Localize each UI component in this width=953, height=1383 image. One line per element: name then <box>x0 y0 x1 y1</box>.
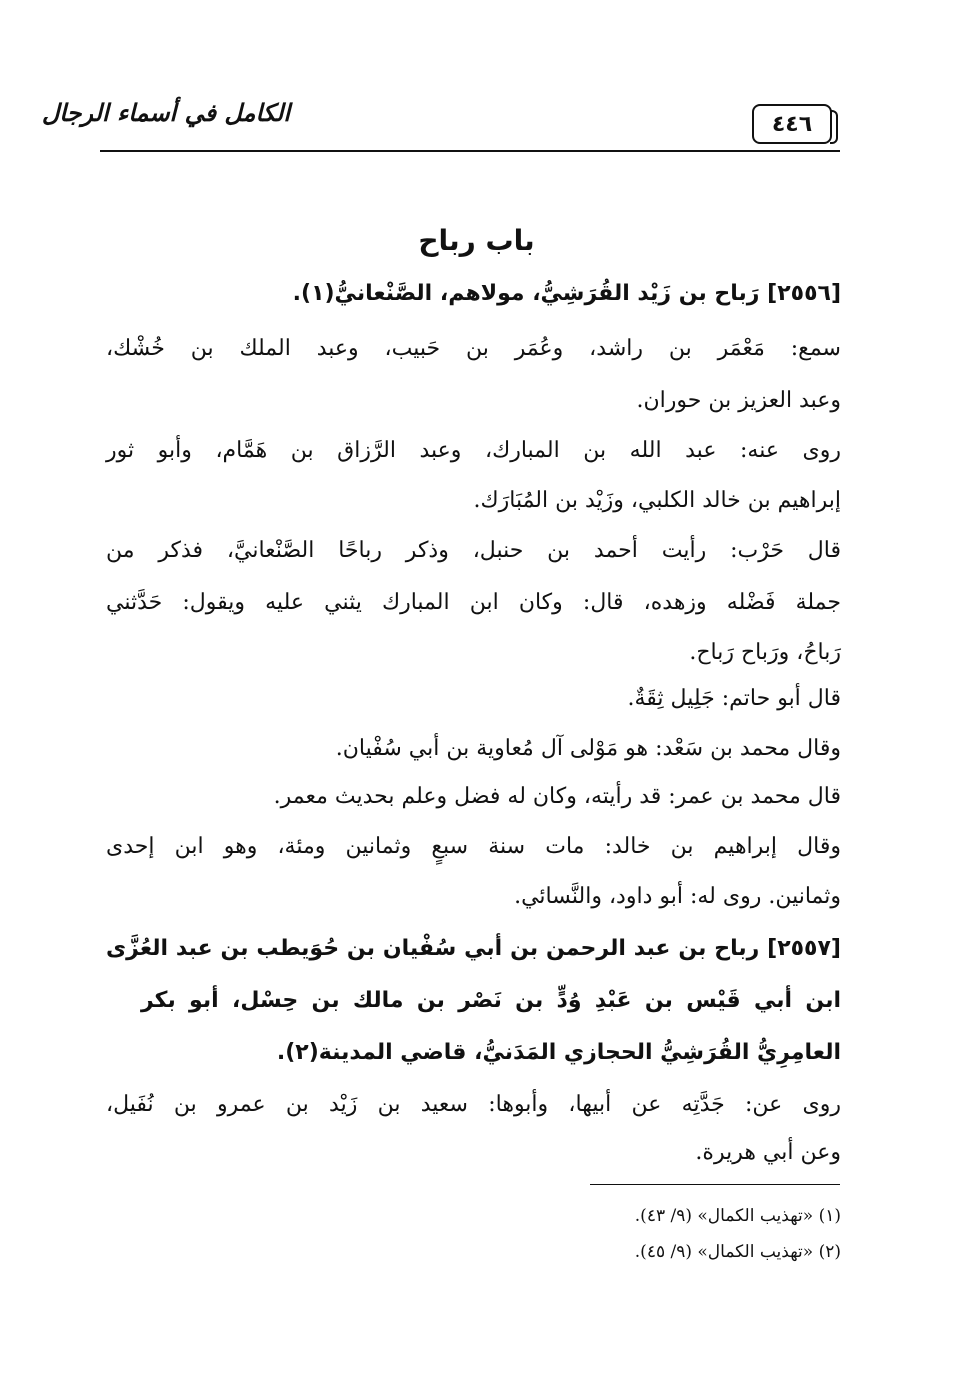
chapter-title: باب رباح <box>418 224 535 257</box>
text-line: جملة فَضْله وزهده، قال: وكان ابن المبارك يثني عليه ويقول: حَدَّثني <box>106 590 841 615</box>
header-divider <box>100 150 840 152</box>
text-line: روى عن: جَدَّتِه عن أبيها، وأبوها: سعيد بن زَيْد بن عمرو بن نُفَيل، <box>106 1092 841 1117</box>
footnote: (٢) «تهذيب الكمال» (٩/ ٤٥). <box>634 1242 841 1262</box>
running-title: الكامل في أسماء الرجال <box>41 98 290 127</box>
text-line: قال حَرْب: رأيت أحمد بن حنبل، وذكر رباحًا الصَّنْعانيَّ، فذكر من <box>106 538 841 563</box>
entry-heading-2557 <box>106 936 841 962</box>
entry-number: [٢٥٥٦] <box>767 281 841 306</box>
text-line: وقال إبراهيم بن خالد: مات سنة سبعٍ وثمانين ومئة، وهو ابن إحدى <box>106 834 841 859</box>
text-line: إبراهيم بن خالد الكلبي، وزَيْد بن المُبَارَك. <box>473 488 841 513</box>
text-line: وعبد العزيز بن حوران. <box>636 388 841 413</box>
text-line: وثمانين. روى له: أبو داود، والنَّسائي. <box>514 884 841 909</box>
text-line: قال أبو حاتم: جَلِيل ثِقَةٌ. <box>627 686 841 711</box>
text-line: روى عنه: عبد الله بن المبارك، وعبد الرَّزاق بن هَمَّام، وأبو ثور <box>106 438 841 463</box>
text-line: قال محمد بن عمر: قد رأيته، وكان له فضل وعلم بحديث معمر. <box>273 784 841 809</box>
text-line: رَباحُ، ورَباح رَباح. <box>689 640 841 665</box>
entry-heading-line: ابن أبي قَيْس بن عَبْدِ وُدٍّ بن نَصْر بن مالك بن حِسْل، أبو بكر <box>141 988 841 1013</box>
footnote: (١) «تهذيب الكمال» (٩/ ٤٣). <box>634 1206 841 1226</box>
entry-heading-line: العامِرِيُّ القُرَشِيُّ الحجازي المَدَنيُّ، قاضي المدينة(٢). <box>276 1040 841 1065</box>
text-line: وقال محمد بن سَعْد: هو مَوْلى آل مُعاوية بن أبي سُفْيان. <box>335 736 841 761</box>
entry-title: رباح بن عبد الرحمن بن أبي سُفْيان بن حُوَيطب بن عبد العُزَّى <box>106 936 760 961</box>
footnote-divider <box>590 1184 840 1185</box>
text-line: وعن أبي هريرة. <box>695 1140 841 1165</box>
text-line: سمع: مَعْمَر بن راشد، وعُمَر بن حَبيب، وعبد الملك بن خُشْك، <box>106 336 841 361</box>
entry-number: [٢٥٥٧] <box>767 936 841 961</box>
entry-title: رَباح بن زَيْد القُرَشِيُّ، مولاهم، الصَّنْعانيُّ(١). <box>292 281 760 306</box>
entry-heading-2556 <box>106 281 841 307</box>
page-number: ٤٤٦ <box>752 104 832 144</box>
